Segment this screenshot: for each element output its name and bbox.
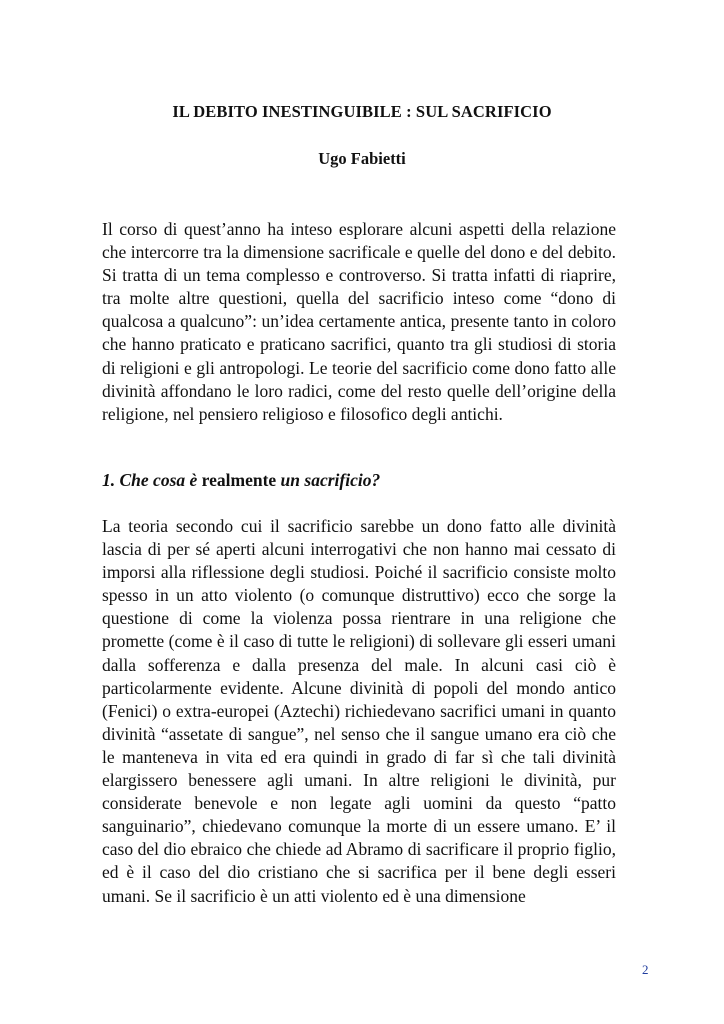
page-number: 2 (642, 962, 649, 977)
heading-part-1: 1. Che cosa è (102, 470, 198, 490)
heading-part-2: realmente (201, 470, 277, 490)
intro-paragraph: Il corso di quest’anno ha inteso esplorare alcuni aspetti della relazione che intercorre tra la dimensione sacrificale e quelle del dono e del debito. Si tratta di un tema complesso e controverso. Si tratta infatti di riaprire, tra molte altre questioni, quella del sacrificio inteso come “dono di qualcosa a qualcuno”: un’idea certamente antica, presente tanto in coloro che hanno praticato e praticano sacrifici, quanto tra gli studiosi di storia di religioni e gli antropologi. Le teorie del sacrificio come dono fatto alle divinità affondano le loro radici, come del resto quelle dell’origine della religione, nel pensiero religioso e filosofico degli antichi. (102, 219, 616, 424)
heading-part-3: un sacrificio? (280, 470, 381, 490)
section-heading (102, 469, 380, 492)
body-paragraph: La teoria secondo cui il sacrificio sarebbe un dono fatto alle divinità lascia di per sé aperti alcuni interrogativi che non hanno mai cessato di imporsi alla riflessione degli studiosi. Poiché il sacrificio consiste molto spesso in un atto violento (o comunque distruttivo) ecco che sorge la questione di come la violenza possa rientrare in una religione che promette (come è il caso di tutte le religioni) di sollevare gli esseri umani dalla sofferenza e dalla presenza del male. In alcuni casi ciò è particolarmente evidente. Alcune divinità di popoli del mondo antico (Fenici) o extra-europei (Aztechi) richiedevano sacrifici umani in quanto divinità “assetate di sangue”, nel senso che il sangue umano era ciò che le manteneva in vita ed era quindi in grado di far sì che tali divinità elargissero benessere agli umani. In altre religioni le divinità, pur considerate benevole e non legate agli uomini da questo “patto sanguinario”, chiedevano comunque la morte di un essere umano. E’ il caso del dio ebraico che chiede ad Abramo di sacrificare il proprio figlio, ed è il caso del dio cristiano che si sacrifica per il bene degli esseri umani. Se il sacrificio è un atti violento ed è una dimensione (102, 516, 616, 906)
author-name: Ugo Fabietti (318, 149, 406, 168)
document-title: IL DEBITO INESTINGUIBILE : SUL SACRIFICIO (172, 102, 552, 121)
